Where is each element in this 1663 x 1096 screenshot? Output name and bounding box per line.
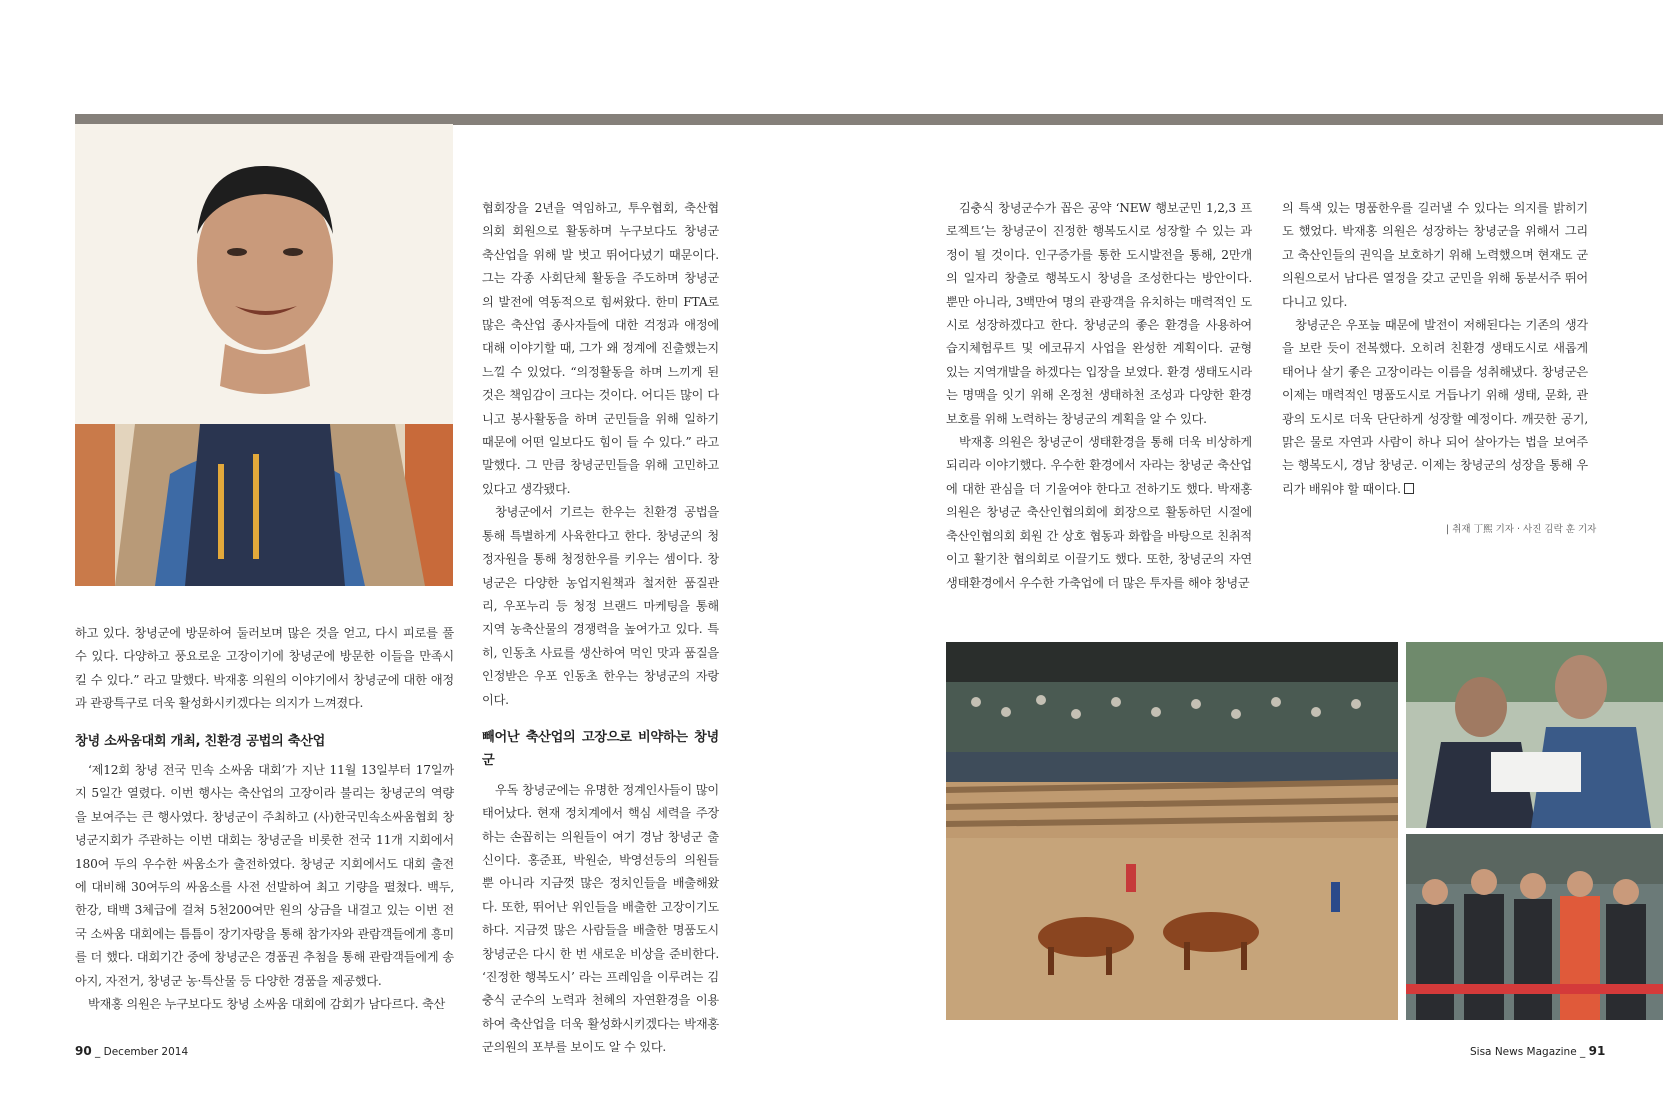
paragraph: 박재홍 의원은 누구보다도 창녕 소싸움 대회에 감회가 남다르다. 축산 xyxy=(88,997,446,1012)
paragraph: 창녕군에서 기르는 한우는 친환경 공법을 통해 특별하게 사육한다고 한다. 창녕군의 청정자원을 통해 청정한우를 키우는 셈이다. 창녕군은 다양한 농업지원책과 철저한 품질관리, 우포누리 등 청정 브랜드 마케팅을 통해 지역 농축산물의 경쟁력을 높여가고 있다. 특히, 인동초 사료를 생산하여 먹인 맛과 품질을 인정받은 우포 인동초 한우는 창녕군의 자랑이다. xyxy=(482,505,719,707)
folio-left xyxy=(75,1044,188,1058)
column-4 xyxy=(1282,197,1588,501)
issue-date: _ December 2014 xyxy=(95,1046,189,1058)
page-number: 90 xyxy=(75,1044,92,1058)
paragraph-text: 창녕군은 우포늪 때문에 발전이 저해된다는 기존의 생각을 보란 듯이 전복했다. 오히려 친환경 생태도시로 새롭게 태어나 살기 좋은 고장이라는 이름을 성취해냈다. 창녕군은 이제는 매력적인 명품도시로 거듭나기 위해 생태, 문화, 관광의 도시로 더욱 단단하게 성장할 예정이다. 깨끗한 공기, 맑은 물로 자연과 사람이 하나 되어 살아가는 법을 보여주는 행복도시, 경남 창녕군. 이제는 창녕군의 성장을 통해 우리가 배워야 할 때이다. xyxy=(1282,318,1588,496)
paragraph: 하고 있다. 창녕군에 방문하여 둘러보며 많은 것을 얻고, 다시 피로를 풀 수 있다. 다양하고 풍요로운 고장이기에 창녕군에 방문한 이들을 만족시킬 수 있다.” 라고 말했다. 박재홍 의원의 이야기에서 창녕군에 대한 애정과 관광특구로 더욱 활성화시키겠다는 의지가 느껴졌다. xyxy=(75,626,454,711)
portrait-photo xyxy=(75,124,453,586)
column-1-lower xyxy=(75,622,454,1017)
audience-photo xyxy=(1406,834,1663,1020)
bullfight-photo xyxy=(946,642,1398,1020)
paragraph: 의 특색 있는 명품한우를 길러낼 수 있다는 의지를 밝히기도 했었다. 박재홍 의원은 성장하는 창녕군을 위해서 그리고 축산인들의 권익을 보호하기 위해 노력했으며 현재도 군의원으로서 남다른 열정을 갖고 군민을 위해 동분서주 뛰어다니고 있다. xyxy=(1282,201,1588,309)
folio-right xyxy=(1470,1044,1605,1058)
paragraph: 협회장을 2년을 역임하고, 투우협회, 축산협의회 회원으로 활동하며 누구보다도 창녕군 축산업을 위해 발 벗고 뛰어다녔기 때문이다. 그는 각종 사회단체 활동을 주도하며 창녕군의 발전에 역동적으로 힘써왔다. 한미 FTA로 많은 축산업 종사자들에 대한 걱정과 애정에 대해 이야기할 때, 그가 왜 정계에 진출했는지 느낄 수 있었다. “의정활동을 하며 느끼게 된 것은 책임감이 크다는 것이다. 어디든 많이 다니고 봉사활동을 하며 군민들을 위해 일하기 때문에 어떤 일보다도 힘이 들 수 있다.” 라고 말했다. 그 만큼 창녕군민들을 위해 고민하고 있다고 생각됐다. xyxy=(482,201,719,496)
column-2 xyxy=(482,197,719,1060)
page-number: 91 xyxy=(1588,1044,1606,1058)
column-3 xyxy=(946,197,1252,595)
award-photo xyxy=(1406,642,1663,828)
section-heading: 창녕 소싸움대회 개최, 친환경 공법의 축산업 xyxy=(75,733,326,749)
paragraph: 김충식 창녕군수가 꼽은 공약 ‘NEW 행보군민 1,2,3 프로젝트’는 창녕군이 진정한 행복도시로 성장할 수 있는 과정이 될 것이다. 인구증가를 통한 도시발전을 통해, 2만개의 일자리 창출로 행복도시 창녕을 조성한다는 방안이다. 뿐만 아니라, 3백만여 명의 관광객을 유치하는 매력적인 도시로 성장하겠다고 한다. 창녕군의 좋은 환경을 사용하여 습지체험루트 및 에코뮤지 사업을 완성한 계획이다. 균형 있는 지역개발을 하겠다는 입장을 보였다. 환경 생태도시라는 명맥을 잇기 위해 온정천 생태하천 조성과 다양한 환경보호를 위해 노력하는 창녕군의 계획을 알 수 있다. xyxy=(946,201,1252,426)
paragraph xyxy=(1282,314,1588,501)
section-heading: 빼어난 축산업의 고장으로 비약하는 창녕군 xyxy=(482,729,719,769)
paragraph: 우독 창녕군에는 유명한 정계인사들이 많이 태어났다. 현재 정치계에서 핵심 세력을 주장하는 손꼽히는 의원들이 여기 경남 창녕군 출신이다. 홍준표, 박원순, 박영선등의 의원들 뿐 아니라 지금껏 많은 정치인들을 배출해왔다. 또한, 뛰어난 위인들을 배출한 고장이기도 하다. 지금껏 많은 사람들을 배출한 명품도시 창녕군은 다시 한 번 새로운 비상을 준비한다. ‘진정한 행복도시’ 라는 프레임을 이루려는 김충식 군수의 노력과 천혜의 자연환경을 이용하여 축산업을 더욱 활성화시키겠다는 박재홍 군의원의 포부를 보이도 알 수 있다. xyxy=(482,782,719,1055)
end-mark-icon xyxy=(1404,483,1414,494)
paragraph: ‘제12회 창녕 전국 민속 소싸움 대회’가 지난 11월 13일부터 17일까지 5일간 열렸다. 이번 행사는 축산업의 고장이라 불리는 창녕군의 역량을 보여주는 큰 행사였다. 창녕군이 주최하고 (사)한국민속소싸움협회 창녕군지회가 주관하는 이번 대회는 창녕군을 비롯한 전국 11개 지회에서 180여 두의 우수한 싸움소가 출전하였다. 창녕군 지회에서도 대회 출전에 대비해 30여두의 싸움소를 사전 선발하여 최고 기량을 펼쳤다. 백두, 한강, 태백 3체급에 걸쳐 5천200여만 원의 상금을 내걸고 있는 이번 전국 소싸움 대회에는 틈틈이 장기자랑을 통해 참가자와 관람객들에게 흥미를 더 했다. 대회기간 중에 창녕군은 경품권 추첨을 통해 관람객들에게 송아지, 자전거, 창녕군 농·특산물 등 다양한 경품을 제공했다. xyxy=(75,763,454,988)
magazine-name: Sisa News Magazine _ xyxy=(1470,1046,1586,1058)
paragraph: 박재홍 의원은 창녕군이 생태환경을 통해 더욱 비상하게 되리라 이야기했다. 우수한 환경에서 자라는 창녕군 축산업에 대한 관심을 더 기울여야 한다고 전하기도 했다. 박재홍 의원은 창녕군 축산인협의회에 회장으로 활동하던 시절에 축산인협의회 회원 간 상호 협동과 화합을 바탕으로 친취적이고 활기찬 협의회로 이끌기도 했다. 또한, 창녕군의 자연 생태환경에서 우수한 가축업에 더 많은 투자를 해야 창녕군 xyxy=(946,435,1252,590)
byline-credit: | 취재 丁熙 기자 · 사진 김락 훈 기자 xyxy=(1446,524,1597,535)
